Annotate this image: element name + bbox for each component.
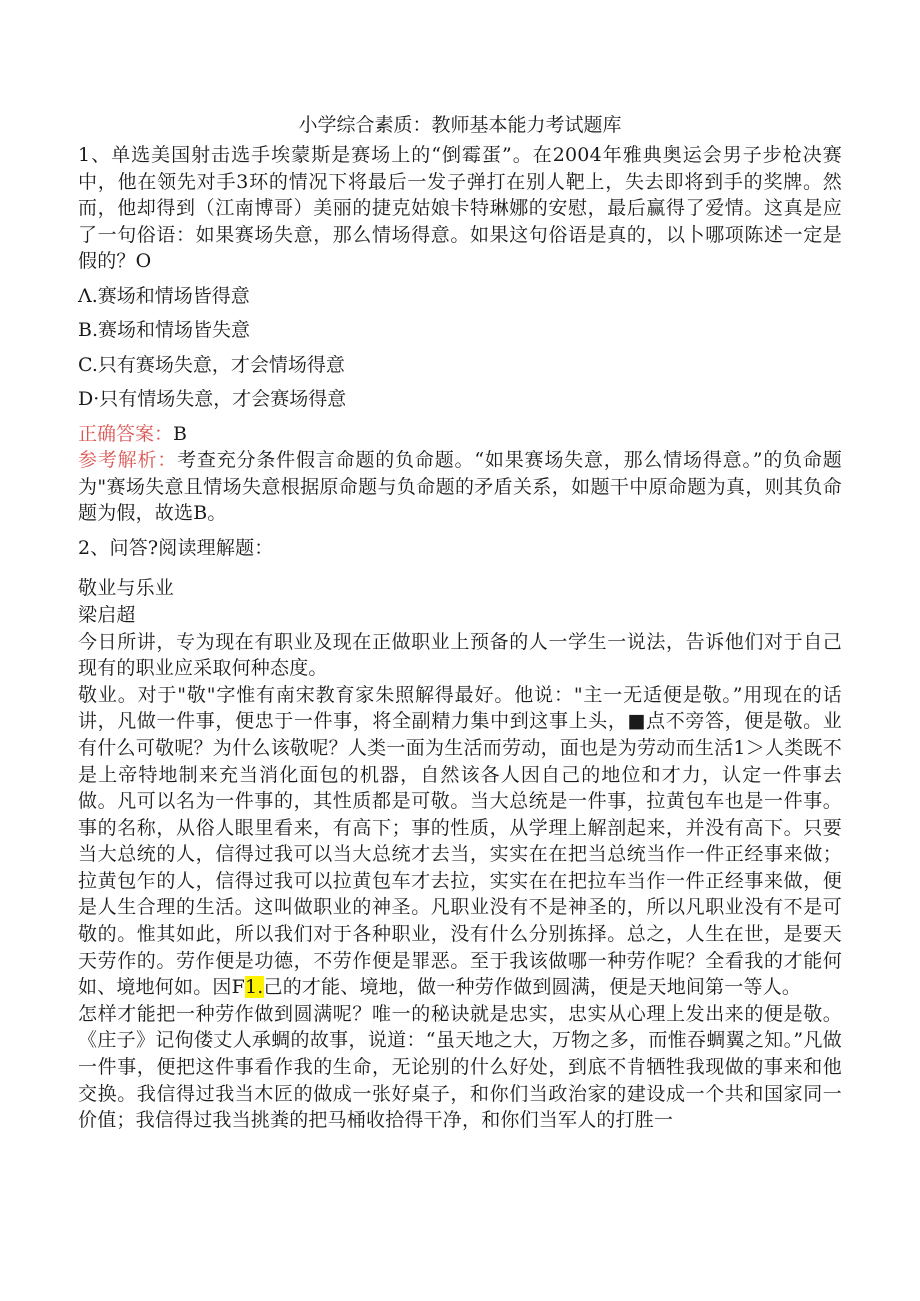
essay-paragraph-2-part-1: 敬业。对于"敬"字惟有南宋教育家朱照解得最好。他说："主一无适便是敬。”用现在的话讲，凡做一件事，便忠于一件事，将全副精力集中到这事上头，■点不旁答，便是敬。业有什么可敬呢？为什么该敬呢？人类一面为生活而劳动，面也是为劳动而生活1＞人类既不是上帝特地制来充当消化面包的机器，自然该各人因自己的地位和才力，认定一件事去做。凡可以名为一件事的，其性质都是可敬。当大总统是一件事，拉黄包车也是一件事。事的名称，从俗人眼里看来，有高下；事的性质，从学理上解剖起来，并没有高下。只要当大总统的人，信得过我可以当大总统才去当，实实在在把当总统当作一件正经事来做；拉黄包乍的人，信得过我可以拉黄包车才去拉，实实在在把拉车当作一件正经事来做，便是人生合理的生活。这叫做职业的神圣。凡职业没有不是神圣的，所以凡职业没有不是可敬的。惟其如此，所以我们对于各种职业，没有什么分别拣择。总之，人生在世，是要天天劳作的。劳作便是功德，不劳作便是罪恶。至于我该做哪一种劳作呢？全看我的才能何如、境地何如。因F <box>78 683 842 999</box>
document-page <box>78 112 842 1134</box>
essay-paragraph-2 <box>78 682 842 1001</box>
answer-value: B <box>173 422 187 445</box>
essay-paragraph-3: 怎样才能把一种劳作做到圆满呢？唯一的秘诀就是忠实，忠实从心理上发出来的便是敬。《庄子》记佝偻丈人承蜩的故事，说道：“虽天地之大，万物之多，而惟吞蜩翼之知。”凡做一件事，便把这件事看作我的生命，无论别的什么好处，到底不肯牺牲我现做的事来和他交换。我信得过我当木匠的做成一张好桌子，和你们当政治家的建设成一个共和国家同一价值；我信得过我当挑粪的把马桶收拾得干净，和你们当军人的打胜一 <box>78 1002 842 1132</box>
q1-stem: 1、单选美国射击选手埃蒙斯是赛场上的“倒霉蛋”。在2004年雅典奥运会男子步枪决赛中，他在领先对手3环的情况下将最后一发子弹打在别人靶上，失去即将到手的奖牌。然而，他却得到（江南博哥）美丽的捷克姑娘卡特琳娜的安慰，最后赢得了爱情。这真是应了一句俗语：如果赛场失意，那么情场得意。如果这句俗语是真的，以卜哪项陈述一定是假的？O <box>78 144 842 273</box>
highlighted-text: 1. <box>244 976 264 999</box>
answer-label: 正确答案： <box>78 422 174 445</box>
q1-options <box>78 283 842 413</box>
document-title: 小学综合素质：教师基本能力考试题库 <box>298 114 622 136</box>
q1-option-a: Λ.赛场和情场皆得意 <box>78 284 250 307</box>
essay-title: 敬业与乐业 <box>78 577 175 600</box>
essay-author: 梁启超 <box>78 603 136 626</box>
essay-paragraph-2-part-2: 己的才能、境地，做一种劳作做到圆满，便是天地间第一等人。 <box>263 976 802 999</box>
q1-option-c: C.只有赛场失意，才会情场得意 <box>78 353 345 376</box>
analysis-label: 参考解析： <box>78 448 178 471</box>
q1-analysis <box>78 447 842 527</box>
q1-option-d: D·只有情场失意，才会赛场得意 <box>78 388 347 411</box>
q2-stem: 2、问答?阅读理解题： <box>78 536 274 559</box>
essay-paragraph-1: 今日所讲，专为现在有职业及现在正做职业上预备的人一学生一说法，告诉他们对于自己现有的职业应采取何种态度。 <box>78 630 842 680</box>
analysis-text: 考查充分条件假言命题的负命题。“如果赛场失意，那么情场得意。”的负命题为"赛场失意且情场失意根据原命题与负命题的矛盾关系，如题干中原命题为真，则其负命题为假，故选B。 <box>78 448 842 525</box>
q1-option-b: B.赛场和情场皆失意 <box>78 319 251 342</box>
q1-answer <box>78 421 842 447</box>
